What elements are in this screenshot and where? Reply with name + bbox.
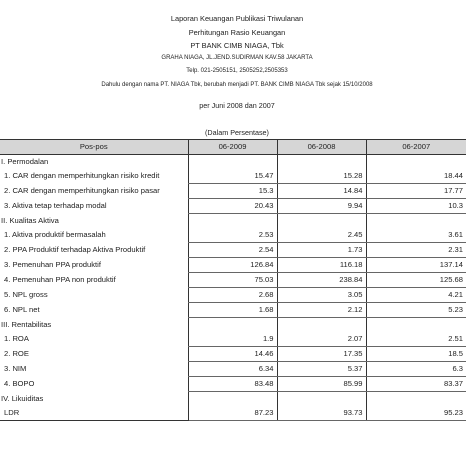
table-row — [0, 228, 466, 243]
section-title: IV. Likuiditas — [1, 393, 44, 403]
bank-address: GRAHA NIAGA, JL.JEND.SUDIRMAN KAV.58 JAKARTA — [161, 55, 313, 61]
report-unit: (Dalam Persentase) — [205, 128, 269, 137]
row-value-06-2008: 2.45 — [277, 228, 366, 243]
row-value-06-2007: 3.61 — [366, 228, 466, 243]
table-row — [0, 199, 466, 214]
row-value-06-2009: 2.54 — [188, 243, 277, 258]
row-value-06-2009: 2.68 — [188, 288, 277, 303]
section-empty-cell — [188, 214, 277, 229]
row-value-06-2007: 2.51 — [366, 332, 466, 347]
section-row — [0, 155, 466, 170]
row-value-06-2009: 6.34 — [188, 362, 277, 377]
row-label: LDR — [0, 406, 188, 421]
row-value-06-2009: 75.03 — [188, 273, 277, 288]
row-value-06-2009: 1.9 — [188, 332, 277, 347]
column-header-2007: 06-2007 — [366, 140, 466, 155]
table-row — [0, 288, 466, 303]
row-value-06-2008: 116.18 — [277, 258, 366, 273]
column-header-pos: Pos-pos — [0, 140, 188, 155]
row-value-06-2007: 83.37 — [366, 377, 466, 392]
row-label: 1. Aktiva produktif bermasalah — [4, 230, 106, 240]
row-value-06-2008: 238.84 — [277, 273, 366, 288]
row-value-06-2009: 15.3 — [188, 184, 277, 199]
row-value-06-2009: 126.84 — [188, 258, 277, 273]
financial-ratio-table — [0, 139, 466, 421]
row-label: 3. Aktiva tetap terhadap modal — [4, 201, 107, 210]
row-value-06-2008: 1.73 — [277, 243, 366, 258]
row-value-06-2009: 1.68 — [188, 303, 277, 318]
table-row — [0, 243, 466, 258]
row-value-06-2007: 125.68 — [366, 273, 466, 288]
row-value-06-2007: 18.44 — [366, 169, 466, 184]
table-row — [0, 169, 466, 184]
section-title: II. Kualitas Aktiva — [1, 215, 59, 225]
row-value-06-2009: 20.43 — [188, 199, 277, 214]
ratio-table-body — [0, 140, 466, 421]
row-value-06-2007: 137.14 — [366, 258, 466, 273]
report-title: Laporan Keuangan Publikasi Triwulanan — [170, 14, 304, 23]
row-value-06-2008: 2.12 — [277, 303, 366, 318]
row-value-06-2009: 87.23 — [188, 406, 277, 421]
row-value-06-2007: 4.21 — [366, 288, 466, 303]
section-empty-cell — [277, 214, 366, 229]
bank-former-name-note: Dahulu dengan nama PT. NIAGA Tbk, berubah menjadi PT. BANK CIMB NIAGA Tbk sejak 15/10/2008 — [101, 82, 373, 88]
table-row — [0, 347, 466, 362]
section-row — [0, 214, 466, 229]
row-label: 1. ROA — [4, 334, 29, 344]
row-label: 5. NPL gross — [4, 290, 48, 299]
table-row — [0, 303, 466, 318]
row-value-06-2007: 2.31 — [366, 243, 466, 258]
section-empty-cell — [188, 392, 277, 407]
row-value-06-2007: 10.3 — [366, 199, 466, 214]
row-value-06-2008: 17.35 — [277, 347, 366, 362]
row-value-06-2008: 85.99 — [277, 377, 366, 392]
row-value-06-2009: 83.48 — [188, 377, 277, 392]
row-label: 6. NPL net — [4, 305, 40, 314]
row-label: 3. Pemenuhan PPA produktif — [4, 260, 101, 269]
section-row — [0, 392, 466, 407]
row-value-06-2007: 95.23 — [366, 406, 466, 421]
row-value-06-2008: 14.84 — [277, 184, 366, 199]
row-label: 4. Pemenuhan PPA non produktif — [4, 275, 116, 284]
section-empty-cell — [277, 155, 366, 170]
section-empty-cell — [366, 318, 466, 333]
section-empty-cell — [277, 392, 366, 407]
row-value-06-2009: 2.53 — [188, 228, 277, 243]
row-value-06-2007: 6.3 — [366, 362, 466, 377]
report-subtitle: Perhitungan Rasio Keuangan — [188, 28, 286, 37]
row-value-06-2008: 2.07 — [277, 332, 366, 347]
row-value-06-2008: 5.37 — [277, 362, 366, 377]
bank-name: PT BANK CIMB NIAGA, Tbk — [190, 41, 284, 50]
table-row — [0, 258, 466, 273]
report-period: per Juni 2008 dan 2007 — [199, 101, 275, 110]
table-row — [0, 273, 466, 288]
row-label: 2. CAR dengan memperhitungkan risiko pasar — [4, 186, 160, 195]
row-value-06-2007: 17.77 — [366, 184, 466, 199]
section-empty-cell — [366, 155, 466, 170]
row-value-06-2007: 18.5 — [366, 347, 466, 362]
section-title: I. Permodalan — [1, 157, 49, 166]
table-header-row — [0, 140, 466, 155]
row-label: 2. ROE — [4, 349, 29, 358]
row-value-06-2008: 3.05 — [277, 288, 366, 303]
column-header-2009: 06-2009 — [188, 140, 277, 155]
row-value-06-2009: 14.46 — [188, 347, 277, 362]
table-row — [0, 184, 466, 199]
section-row — [0, 318, 466, 333]
bank-phone: Telp. 021-2505151, 2505252,2505353 — [186, 68, 288, 74]
section-empty-cell — [188, 318, 277, 333]
section-empty-cell — [366, 392, 466, 407]
row-label: 1. CAR dengan memperhitungkan risiko kredit — [4, 171, 160, 181]
table-row — [0, 332, 466, 347]
row-value-06-2007: 5.23 — [366, 303, 466, 318]
row-value-06-2009: 15.47 — [188, 169, 277, 184]
row-value-06-2008: 93.73 — [277, 406, 366, 421]
row-label: 2. PPA Produktif terhadap Aktiva Produktif — [4, 245, 146, 254]
section-empty-cell — [277, 318, 366, 333]
row-label: 3. NIM — [4, 364, 27, 373]
table-row — [0, 362, 466, 377]
row-value-06-2008: 15.28 — [277, 169, 366, 184]
table-row — [0, 377, 466, 392]
row-label: 4. BOPO — [4, 379, 35, 388]
column-header-2008: 06-2008 — [277, 140, 366, 155]
section-empty-cell — [188, 155, 277, 170]
row-value-06-2008: 9.94 — [277, 199, 366, 214]
section-empty-cell — [366, 214, 466, 229]
section-title: III. Rentabilitas — [1, 319, 52, 329]
table-row — [0, 406, 466, 421]
